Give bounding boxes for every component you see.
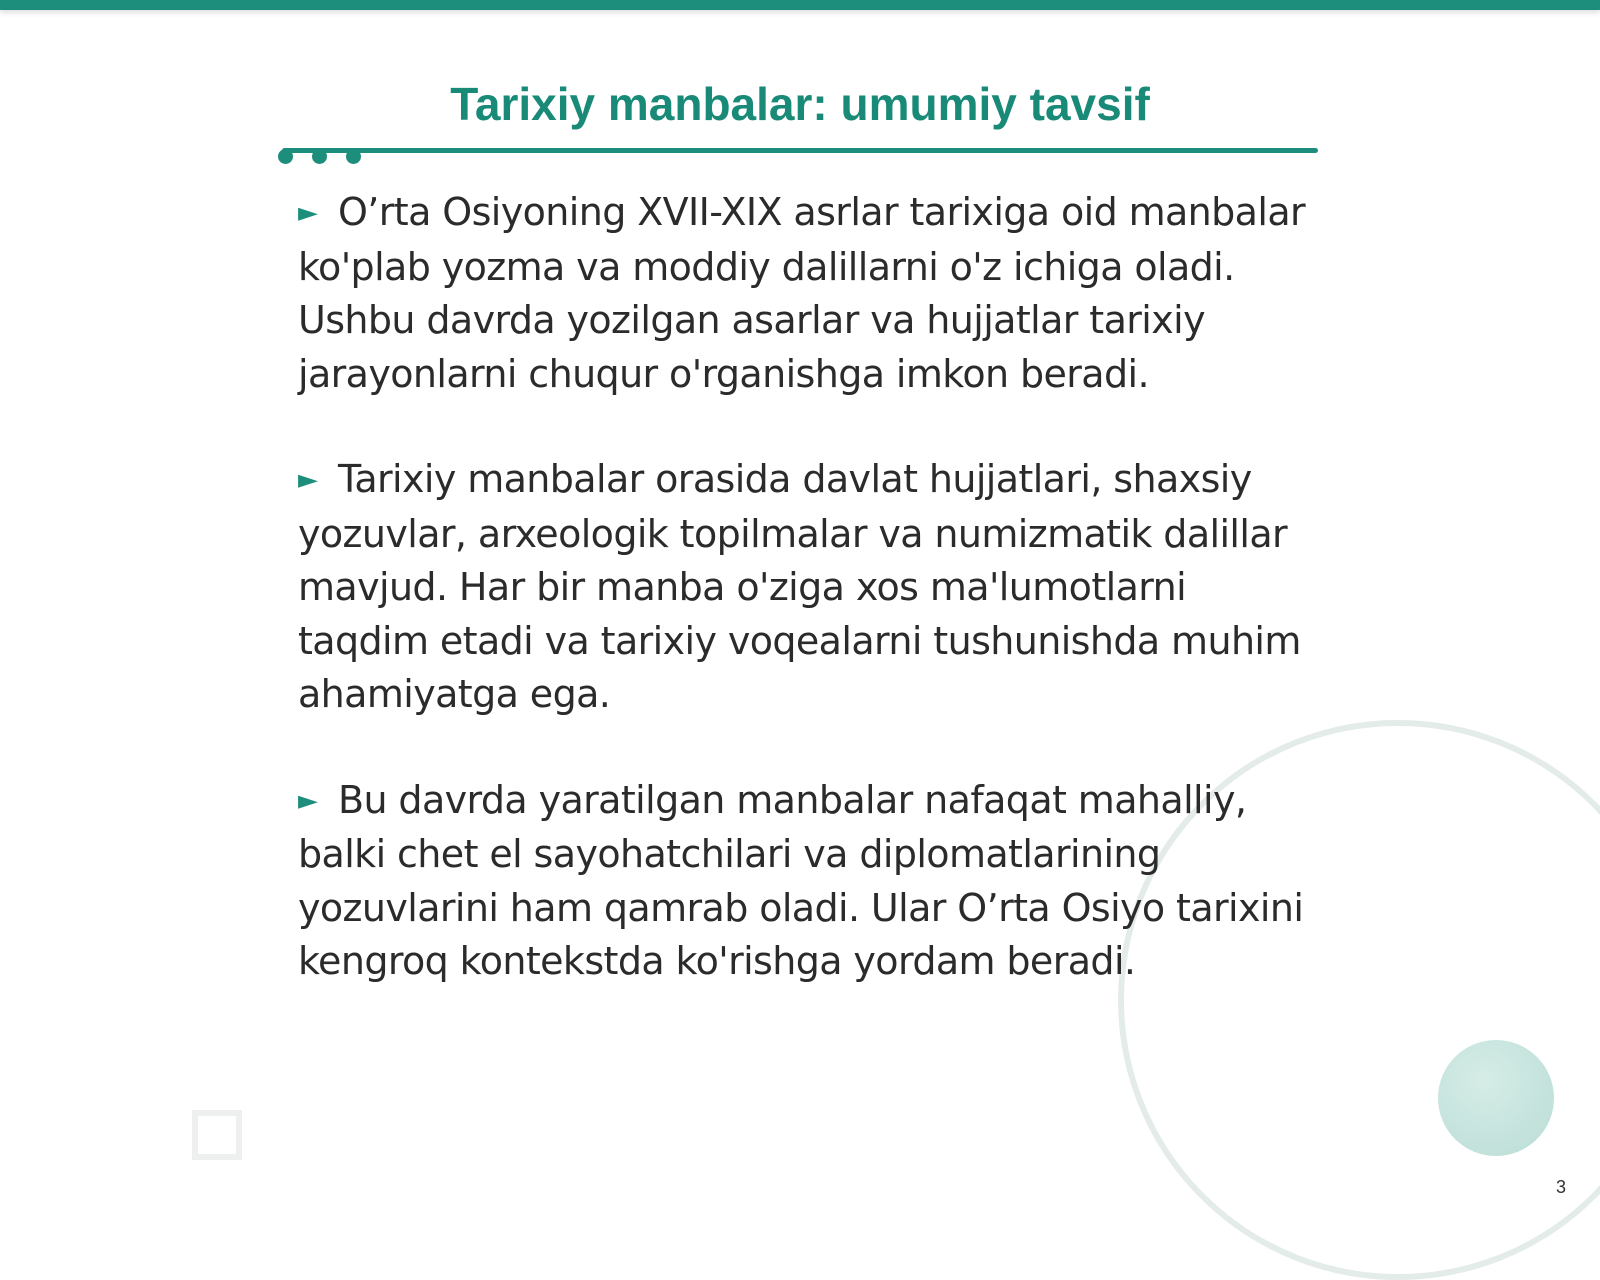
triangle-bullet-icon: ► — [298, 465, 318, 495]
triangle-bullet-icon: ► — [298, 785, 318, 816]
page-number: 3 — [1555, 1177, 1566, 1197]
bullet-text: Bu davrda yaratilgan manbalar nafaqat mahalliy, balki chet el sayohatchilari va diplomatlarining yozuvlarini ham qamrab oladi. Ular O’rta Osiyo tarixini kengroq kontekstda ko'rishga yordam beradi. — [298, 777, 1304, 983]
decorative-dot — [278, 149, 293, 164]
bullet-item — [298, 774, 1318, 989]
slide-title: Tarixiy manbalar: umumiy tavsif — [450, 78, 1150, 130]
title-underline — [282, 148, 1318, 153]
decorative-square — [192, 1110, 242, 1160]
bullet-list — [298, 186, 1318, 1041]
decorative-dot — [346, 149, 361, 164]
decorative-dot — [312, 149, 327, 164]
bullet-text: O’rta Osiyoning XVII-XIX asrlar tarixiga oid manbalar ko'plab yozma va moddiy dalillarni o'z ichiga oladi. Ushbu davrda yozilgan asarlar va hujjatlar tarixiy jarayonlarni chuqur o'rganishga imkon beradi. — [298, 190, 1306, 396]
decorative-disc — [1438, 1040, 1554, 1156]
triangle-bullet-icon: ► — [298, 198, 318, 228]
bullet-item — [298, 453, 1318, 722]
bullet-item — [298, 186, 1318, 401]
top-accent-bar — [0, 0, 1600, 10]
bullet-text: Tarixiy manbalar orasida davlat hujjatlari, shaxsiy yozuvlar, arxeologik topilmalar va numizmatik dalillar mavjud. Har bir manba o'ziga xos ma'lumotlarni taqdim etadi va tarixiy voqealarni tushunishda muhim ahamiyatga ega. — [298, 457, 1301, 716]
